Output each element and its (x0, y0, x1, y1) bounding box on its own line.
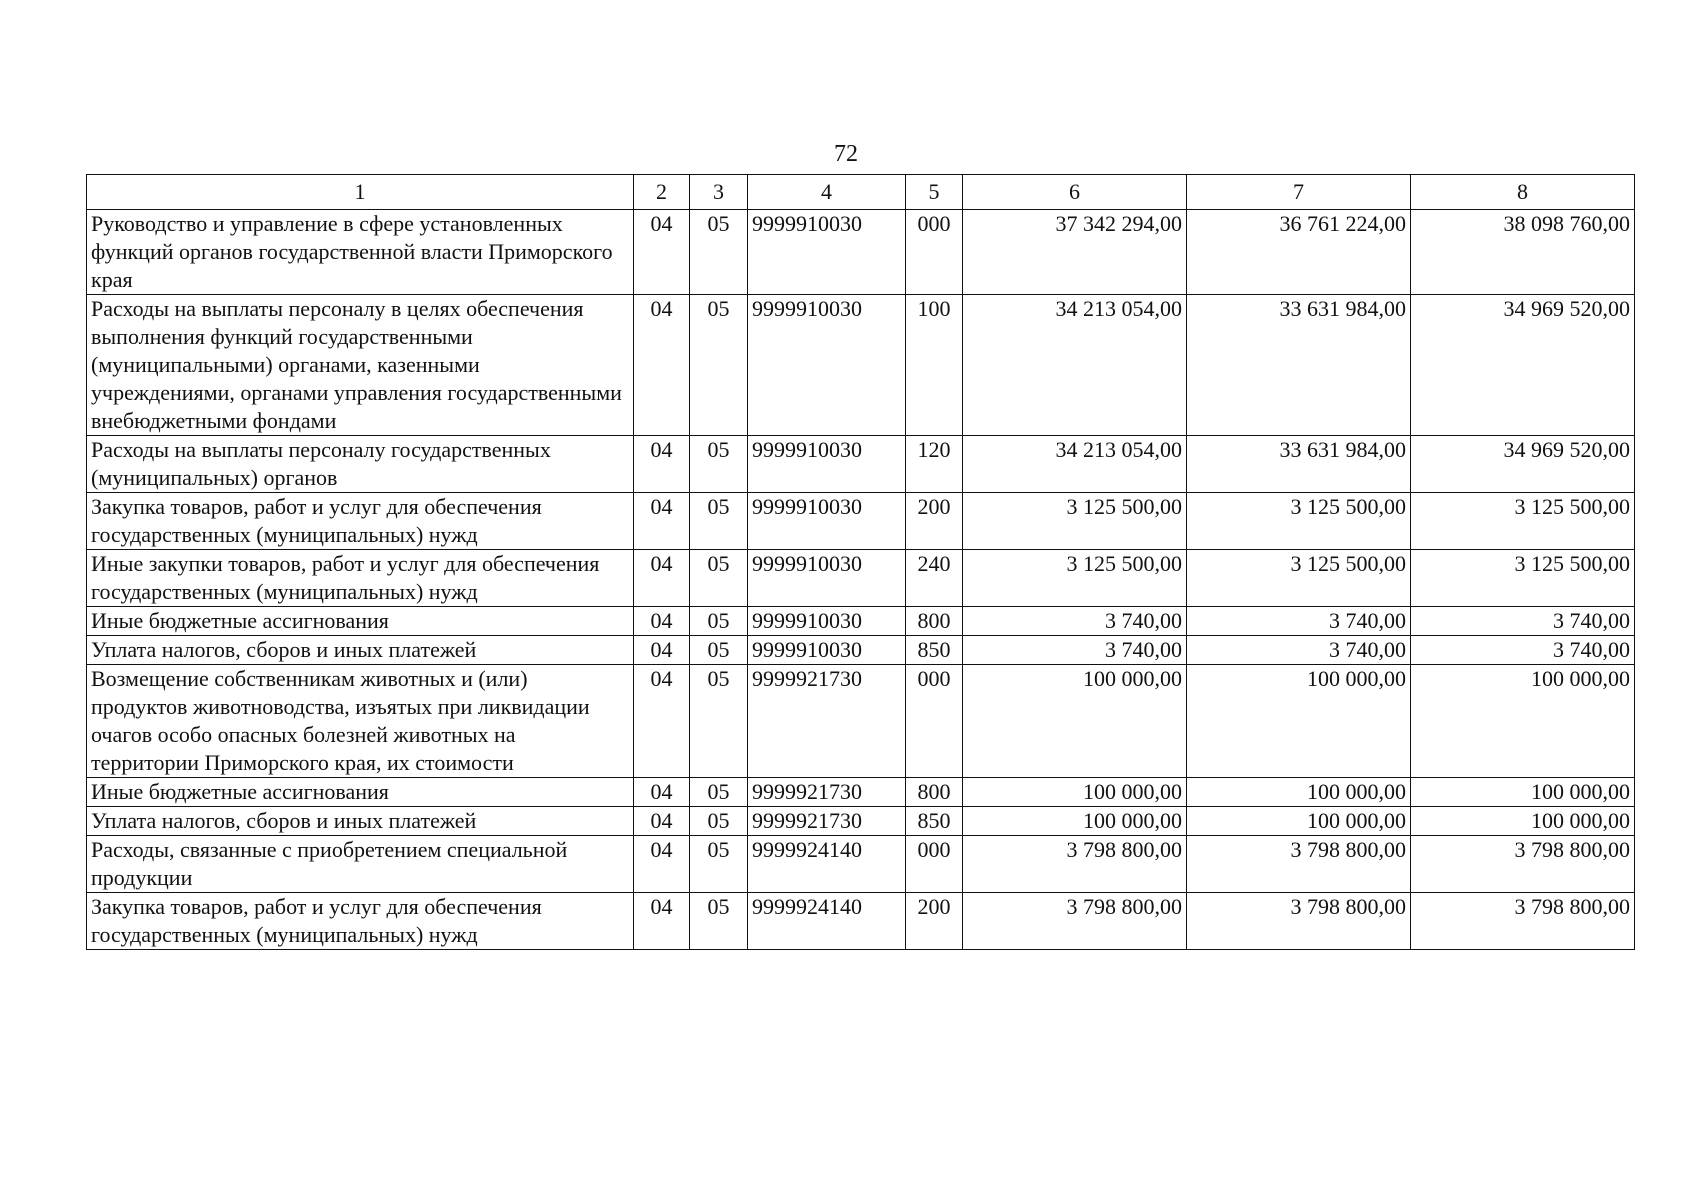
row-amount-6: 3 740,00 (963, 636, 1187, 665)
row-amount-8: 100 000,00 (1411, 778, 1635, 807)
row-amount-7: 36 761 224,00 (1187, 210, 1411, 295)
header-col-5: 5 (906, 175, 963, 210)
row-amount-8: 100 000,00 (1411, 807, 1635, 836)
row-name: Уплата налогов, сборов и иных платежей (87, 636, 634, 665)
row-section: 04 (634, 550, 690, 607)
row-amount-6: 100 000,00 (963, 665, 1187, 778)
header-col-4: 4 (748, 175, 906, 210)
row-expense-type: 100 (906, 295, 963, 436)
row-amount-6: 100 000,00 (963, 778, 1187, 807)
budget-table (86, 174, 1635, 950)
row-amount-6: 3 798 800,00 (963, 836, 1187, 893)
row-target-article: 9999910030 (748, 493, 906, 550)
row-name: Расходы на выплаты персоналу государственных (муниципальных) органов (87, 436, 634, 493)
row-target-article: 9999921730 (748, 778, 906, 807)
row-name: Иные бюджетные ассигнования (87, 778, 634, 807)
table-row (87, 665, 1635, 778)
table-row (87, 607, 1635, 636)
page-number: 72 (834, 141, 858, 167)
table-row (87, 807, 1635, 836)
row-amount-8: 3 740,00 (1411, 636, 1635, 665)
row-subsection: 05 (690, 836, 748, 893)
row-target-article: 9999910030 (748, 210, 906, 295)
row-amount-6: 34 213 054,00 (963, 436, 1187, 493)
row-target-article: 9999910030 (748, 436, 906, 493)
row-amount-7: 33 631 984,00 (1187, 436, 1411, 493)
table-row (87, 778, 1635, 807)
row-expense-type: 240 (906, 550, 963, 607)
row-section: 04 (634, 493, 690, 550)
row-subsection: 05 (690, 436, 748, 493)
row-subsection: 05 (690, 295, 748, 436)
row-amount-6: 3 125 500,00 (963, 550, 1187, 607)
header-col-1: 1 (87, 175, 634, 210)
row-target-article: 9999910030 (748, 550, 906, 607)
row-amount-8: 38 098 760,00 (1411, 210, 1635, 295)
table-row (87, 210, 1635, 295)
row-amount-7: 3 125 500,00 (1187, 493, 1411, 550)
header-col-2: 2 (634, 175, 690, 210)
header-col-6: 6 (963, 175, 1187, 210)
row-section: 04 (634, 807, 690, 836)
row-section: 04 (634, 210, 690, 295)
row-expense-type: 120 (906, 436, 963, 493)
row-amount-6: 37 342 294,00 (963, 210, 1187, 295)
row-section: 04 (634, 607, 690, 636)
row-amount-7: 3 740,00 (1187, 607, 1411, 636)
row-amount-8: 34 969 520,00 (1411, 295, 1635, 436)
row-expense-type: 850 (906, 636, 963, 665)
row-section: 04 (634, 665, 690, 778)
row-amount-7: 100 000,00 (1187, 665, 1411, 778)
row-subsection: 05 (690, 493, 748, 550)
row-amount-7: 3 798 800,00 (1187, 893, 1411, 950)
header-col-8: 8 (1411, 175, 1635, 210)
row-expense-type: 800 (906, 607, 963, 636)
row-target-article: 9999921730 (748, 665, 906, 778)
row-amount-6: 100 000,00 (963, 807, 1187, 836)
header-col-7: 7 (1187, 175, 1411, 210)
row-name: Иные бюджетные ассигнования (87, 607, 634, 636)
header-col-3: 3 (690, 175, 748, 210)
row-amount-6: 3 798 800,00 (963, 893, 1187, 950)
row-expense-type: 200 (906, 493, 963, 550)
row-subsection: 05 (690, 210, 748, 295)
table-row (87, 893, 1635, 950)
row-amount-8: 3 125 500,00 (1411, 550, 1635, 607)
row-subsection: 05 (690, 893, 748, 950)
row-amount-7: 33 631 984,00 (1187, 295, 1411, 436)
row-amount-8: 3 798 800,00 (1411, 893, 1635, 950)
row-subsection: 05 (690, 807, 748, 836)
row-amount-8: 100 000,00 (1411, 665, 1635, 778)
row-name: Возмещение собственникам животных и (или) продуктов животноводства, изъятых при ликвидации очагов особо опасных болезней животных на территории Приморского края, их стоимости (87, 665, 634, 778)
row-expense-type: 000 (906, 210, 963, 295)
row-expense-type: 850 (906, 807, 963, 836)
row-amount-8: 3 798 800,00 (1411, 836, 1635, 893)
table-row (87, 295, 1635, 436)
row-expense-type: 000 (906, 665, 963, 778)
row-subsection: 05 (690, 636, 748, 665)
row-name: Руководство и управление в сфере установленных функций органов государственной власти Приморского края (87, 210, 634, 295)
table-row (87, 636, 1635, 665)
table-row (87, 493, 1635, 550)
row-amount-6: 3 125 500,00 (963, 493, 1187, 550)
row-section: 04 (634, 836, 690, 893)
table-row (87, 836, 1635, 893)
row-expense-type: 200 (906, 893, 963, 950)
row-amount-8: 3 125 500,00 (1411, 493, 1635, 550)
row-amount-7: 100 000,00 (1187, 778, 1411, 807)
row-target-article: 9999921730 (748, 807, 906, 836)
row-name: Закупка товаров, работ и услуг для обеспечения государственных (муниципальных) нужд (87, 893, 634, 950)
row-amount-8: 3 740,00 (1411, 607, 1635, 636)
header-row (87, 175, 1635, 210)
row-amount-6: 3 740,00 (963, 607, 1187, 636)
row-amount-6: 34 213 054,00 (963, 295, 1187, 436)
row-name: Расходы, связанные с приобретением специальной продукции (87, 836, 634, 893)
row-amount-7: 3 798 800,00 (1187, 836, 1411, 893)
row-section: 04 (634, 636, 690, 665)
row-name: Расходы на выплаты персоналу в целях обеспечения выполнения функций государственными (муниципальными) органами, казенными учреждениями, органами управления государственными внебюджетными фондами (87, 295, 634, 436)
row-expense-type: 800 (906, 778, 963, 807)
row-section: 04 (634, 436, 690, 493)
row-name: Иные закупки товаров, работ и услуг для обеспечения государственных (муниципальных) нужд (87, 550, 634, 607)
row-amount-7: 3 125 500,00 (1187, 550, 1411, 607)
row-name: Закупка товаров, работ и услуг для обеспечения государственных (муниципальных) нужд (87, 493, 634, 550)
row-amount-8: 34 969 520,00 (1411, 436, 1635, 493)
row-target-article: 9999924140 (748, 893, 906, 950)
row-section: 04 (634, 778, 690, 807)
row-target-article: 9999924140 (748, 836, 906, 893)
row-name: Уплата налогов, сборов и иных платежей (87, 807, 634, 836)
row-target-article: 9999910030 (748, 636, 906, 665)
row-target-article: 9999910030 (748, 295, 906, 436)
row-expense-type: 000 (906, 836, 963, 893)
row-amount-7: 100 000,00 (1187, 807, 1411, 836)
table-row (87, 550, 1635, 607)
row-target-article: 9999910030 (748, 607, 906, 636)
row-subsection: 05 (690, 778, 748, 807)
row-subsection: 05 (690, 607, 748, 636)
row-section: 04 (634, 295, 690, 436)
row-subsection: 05 (690, 550, 748, 607)
row-section: 04 (634, 893, 690, 950)
row-amount-7: 3 740,00 (1187, 636, 1411, 665)
row-subsection: 05 (690, 665, 748, 778)
table-row (87, 436, 1635, 493)
